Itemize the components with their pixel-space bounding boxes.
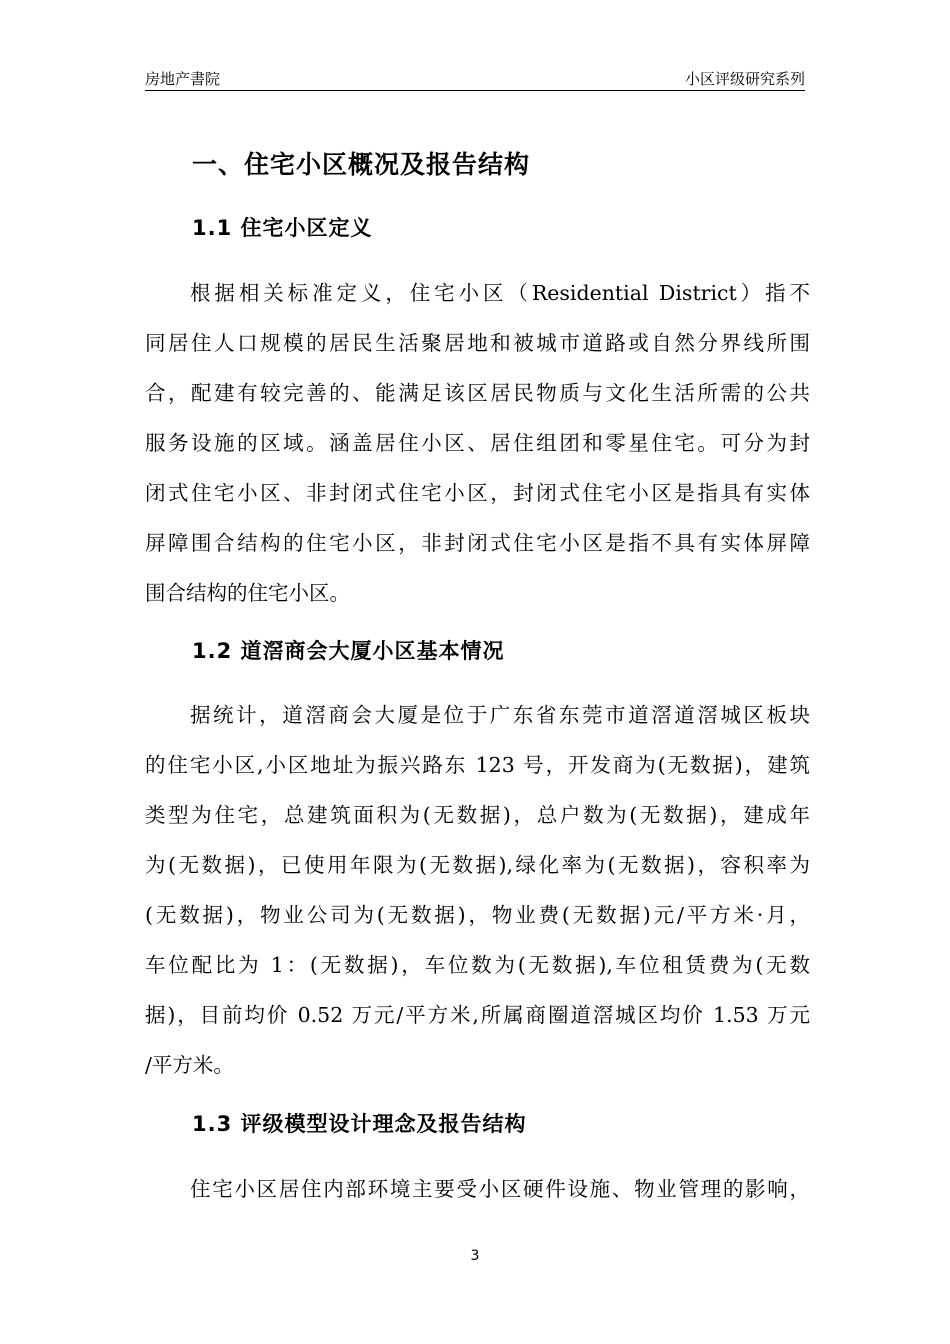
paragraph-line: 类型为住宅，总建筑面积为(无数据)，总户数为(无数据)，建成年 xyxy=(145,803,810,827)
header-right-text: 小区评级研究系列 xyxy=(684,70,805,88)
paragraph-line: 屏障围合结构的住宅小区，非封闭式住宅小区是指不具有实体屏障 xyxy=(145,531,810,555)
paragraph-line: 闭式住宅小区、非封闭式住宅小区，封闭式住宅小区是指具有实体 xyxy=(145,481,810,505)
paragraph-line: 服务设施的区域。涵盖居住小区、居住组团和零星住宅。可分为封 xyxy=(145,431,810,455)
header-left-text: 房地产書院 xyxy=(145,70,221,88)
paragraph-line: 车位配比为 1：(无数据)，车位数为(无数据),车位租赁费为(无数 xyxy=(145,953,810,977)
paragraph-line: /平方米。 xyxy=(145,1053,234,1077)
paragraph-line: 住宅小区居住内部环境主要受小区硬件设施、物业管理的影响， xyxy=(190,1177,810,1201)
paragraph-line: 据统计，道滘商会大厦是位于广东省东莞市道滘道滘城区板块 xyxy=(190,703,810,727)
paragraph-line: 据)，目前均价 0.52 万元/平方米,所属商圈道滘城区均价 1.53 万元 xyxy=(145,1003,810,1027)
heading-1-2: 1.2 道滘商会大厦小区基本情况 xyxy=(192,639,505,663)
paragraph-line: 同居住人口规模的居民生活聚居地和被城市道路或自然分界线所围 xyxy=(145,331,810,355)
page-number: 3 xyxy=(470,1248,480,1264)
heading-1-3: 1.3 评级模型设计理念及报告结构 xyxy=(192,1112,527,1136)
section-title: 一、住宅小区概况及报告结构 xyxy=(192,150,531,179)
heading-1-1: 1.1 住宅小区定义 xyxy=(192,216,373,240)
paragraph-line: 的住宅小区,小区地址为振兴路东 123 号，开发商为(无数据)，建筑 xyxy=(145,753,810,777)
paragraph-line: 合，配建有较完善的、能满足该区居民物质与文化生活所需的公共 xyxy=(145,381,810,405)
page-header xyxy=(145,66,805,91)
paragraph-line: 围合结构的住宅小区。 xyxy=(145,581,350,605)
paragraph-line: (无数据)，物业公司为(无数据)，物业费(无数据)元/平方米·月， xyxy=(145,903,810,927)
paragraph-line: 为(无数据)，已使用年限为(无数据),绿化率为(无数据)，容积率为 xyxy=(145,853,810,877)
paragraph-line: 根据相关标准定义，住宅小区（Residential District）指不 xyxy=(190,281,810,305)
